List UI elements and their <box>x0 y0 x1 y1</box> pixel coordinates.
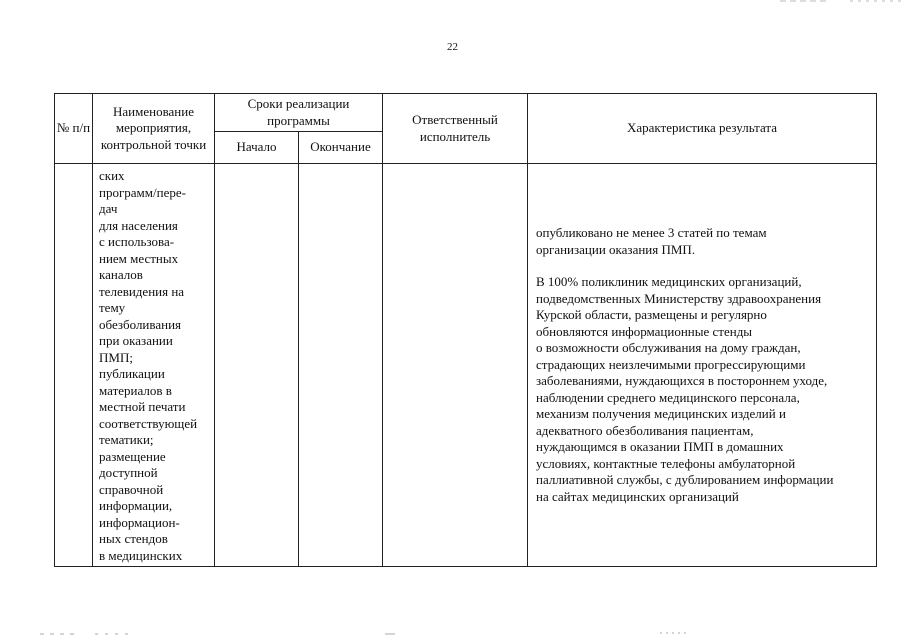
result-paragraph <box>536 274 876 505</box>
page-number: 22 <box>447 41 458 53</box>
name-line: доступной <box>99 465 158 480</box>
result-line: нуждающимся в оказании ПМП в домашних <box>536 439 784 454</box>
name-line: информации, <box>99 498 173 513</box>
result-line: условиях, контактные телефоны амбулаторной <box>536 455 796 471</box>
name-line: нием местных <box>99 250 179 266</box>
row-result <box>528 164 877 567</box>
result-line: обновляются информационные стенды <box>536 323 753 339</box>
result-line: механизм получения медицинских изделий и <box>536 406 786 421</box>
name-line: ПМП; <box>99 349 133 365</box>
header-period: Сроки реализации программы <box>215 94 383 132</box>
name-line: при оказании <box>99 333 173 348</box>
table-row <box>55 164 877 567</box>
result-line: заболеваниями, нуждающихся в постороннем уходе, <box>536 373 828 388</box>
name-line: справочной <box>99 481 164 497</box>
name-line: материалов в <box>99 382 172 398</box>
result-paragraphs <box>536 225 876 505</box>
header-responsible: Ответственный исполнитель <box>383 94 528 164</box>
name-line: программ/пере- <box>99 184 186 200</box>
name-line: ных стендов <box>99 531 168 546</box>
result-line: подведомственных Министерству здравоохранения <box>536 290 822 306</box>
result-line: В 100% поликлиник медицинских организаций, <box>536 274 802 289</box>
result-line: адекватного обезболивания пациентам, <box>536 422 754 438</box>
header-row-top <box>55 94 877 132</box>
result-line: организации оказания ПМП. <box>536 241 696 257</box>
result-line: страдающих неизлечимыми прогрессирующими <box>536 356 806 372</box>
result-line: о возможности обслуживания на дому граждан, <box>536 340 801 355</box>
header-name: Наименование мероприятия, контрольной точки <box>93 94 215 164</box>
name-line: тематики; <box>99 432 154 447</box>
program-table <box>54 93 877 567</box>
name-line: публикации <box>99 366 165 381</box>
header-result: Характеристика результата <box>528 94 877 164</box>
name-line: обезболивания <box>99 316 182 332</box>
name-line: каналов <box>99 267 143 282</box>
name-line: ских <box>99 168 125 183</box>
header-start: Начало <box>215 132 299 164</box>
name-line: соответствующей <box>99 415 198 431</box>
name-line: местной печати <box>99 399 186 414</box>
result-line: Курской области, размещены и регулярно <box>536 307 767 322</box>
name-lines <box>99 168 214 564</box>
result-paragraph <box>536 225 876 258</box>
header-number: № п/п <box>55 94 93 164</box>
name-line: дач <box>99 201 118 216</box>
result-line: паллиативной службы, с дублированием информации <box>536 472 834 487</box>
name-line: тему <box>99 300 126 315</box>
result-line: наблюдении среднего медицинского персонала, <box>536 389 800 405</box>
row-number <box>55 164 93 567</box>
name-line: информацион- <box>99 514 180 530</box>
result-line: опубликовано не менее 3 статей по темам <box>536 225 767 240</box>
scan-bottom-marks <box>0 630 905 638</box>
name-line: для населения <box>99 217 178 233</box>
name-line: в медицинских <box>99 547 183 563</box>
header-end: Окончание <box>299 132 383 164</box>
name-line: с использова- <box>99 234 175 249</box>
row-name <box>93 164 215 567</box>
row-end <box>299 164 383 567</box>
name-line: размещение <box>99 448 166 464</box>
row-responsible <box>383 164 528 567</box>
result-line: на сайтах медицинских организаций <box>536 488 739 504</box>
row-start <box>215 164 299 567</box>
scan-edge-marks <box>0 0 905 3</box>
name-line: телевидения на <box>99 283 185 299</box>
